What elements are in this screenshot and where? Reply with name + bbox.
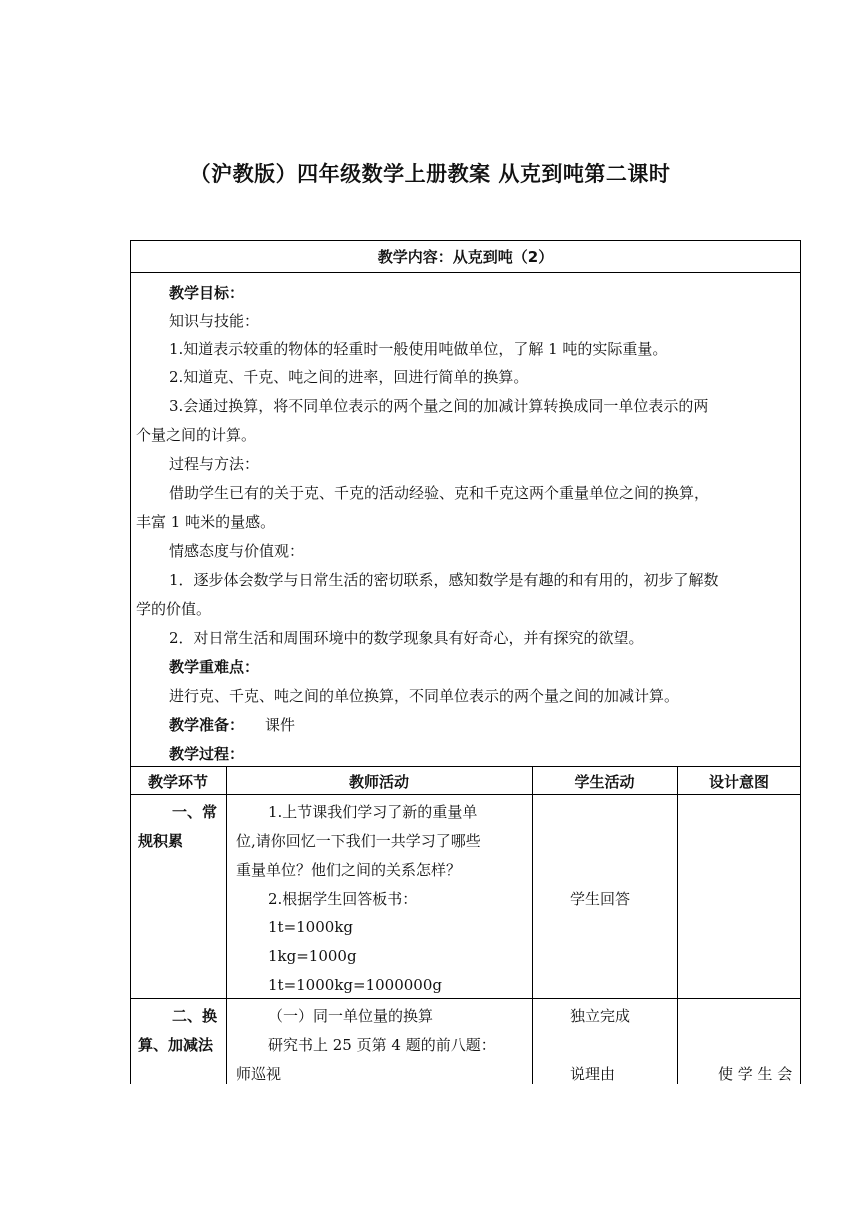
row1-teacher-line2: 位,请你回忆一下我们一共学习了哪些 <box>236 832 481 850</box>
row1-formula-2: 1kg=1000g <box>268 947 357 965</box>
key-points-text: 进行克、千克、吨之间的单位换算，不同单位表示的两个量之间的加减计算。 <box>169 687 680 705</box>
row1-teacher-line4: 2.根据学生回答板书： <box>268 890 418 908</box>
row1-stage-line1: 一、常 <box>172 803 218 821</box>
emotion-item-1-line1: 1．逐步体会数学与日常生活的密切联系，感知数学是有趣的和有用的，初步了解数 <box>169 571 719 589</box>
row2-teacher-line2: 研究书上 25 页第 4 题的前八题： <box>268 1036 496 1054</box>
row2-student-line1: 独立完成 <box>570 1007 631 1025</box>
row1-stage-line2: 规积累 <box>138 832 184 850</box>
col-rule-2 <box>532 766 533 1084</box>
column-header-student: 学生活动 <box>574 773 635 791</box>
process-method-heading: 过程与方法： <box>169 455 260 473</box>
knowledge-item-3-line1: 3.会通过换算，将不同单位表示的两个量之间的加减计算转换成同一单位表示的两 <box>169 397 709 415</box>
preparation-heading: 教学准备： <box>169 716 245 734</box>
row2-teacher-line3: 师巡视 <box>236 1065 282 1083</box>
knowledge-item-2: 2.知道克、千克、吨之间的进率，回进行简单的换算。 <box>169 368 529 386</box>
knowledge-item-3-line2: 个量之间的计算。 <box>136 426 257 444</box>
row1-formula-3: 1t=1000kg=1000000g <box>268 976 442 994</box>
emotion-item-2: 2．对日常生活和周围环境中的数学现象具有好奇心，并有探究的欲望。 <box>169 629 644 647</box>
row1-formula-1: 1t=1000kg <box>268 918 354 936</box>
process-heading: 教学过程： <box>169 745 245 763</box>
rule-columns-bottom <box>130 794 801 795</box>
content-header: 教学内容：从克到吨（2） <box>377 248 554 266</box>
emotion-item-1-line2: 学的价值。 <box>136 600 212 618</box>
column-header-teacher: 教师活动 <box>348 773 409 791</box>
process-item-line1: 借助学生已有的关于克、千克的活动经验、克和千克这两个重量单位之间的换算， <box>169 484 710 502</box>
column-header-stage: 教学环节 <box>147 773 208 791</box>
knowledge-heading: 知识与技能： <box>169 312 260 330</box>
row2-intent: 使 学 生 会 <box>718 1065 793 1083</box>
objectives-heading: 教学目标： <box>169 284 245 302</box>
row2-stage-line1: 二、换 <box>172 1007 218 1025</box>
row1-teacher-line1: 1.上节课我们学习了新的重量单 <box>268 803 478 821</box>
preparation-text: 课件 <box>265 716 296 734</box>
row2-teacher-line1: （一）同一单位量的换算 <box>268 1007 434 1025</box>
row1-student: 学生回答 <box>570 890 631 908</box>
row1-teacher-line3: 重量单位？他们之间的关系怎样？ <box>236 861 462 879</box>
emotion-heading: 情感态度与价值观： <box>169 542 305 560</box>
process-item-line2: 丰富 1 吨米的量感。 <box>136 513 276 531</box>
col-rule-3 <box>677 766 678 1084</box>
row2-stage-line2: 算、加减法 <box>138 1036 214 1054</box>
rule-row1-bottom <box>130 998 801 999</box>
document-title: （沪教版）四年级数学上册教案 从克到吨第二课时 <box>189 162 671 186</box>
rule-objectives-bottom <box>130 766 801 767</box>
key-points-heading: 教学重难点： <box>169 658 260 676</box>
column-header-intent: 设计意图 <box>708 773 769 791</box>
row2-student-line2: 说理由 <box>570 1065 616 1083</box>
col-rule-1 <box>226 766 227 1084</box>
knowledge-item-1: 1.知道表示较重的物体的轻重时一般使用吨做单位，了解 1 吨的实际重量。 <box>169 340 668 358</box>
rule-header-bottom <box>130 272 801 273</box>
